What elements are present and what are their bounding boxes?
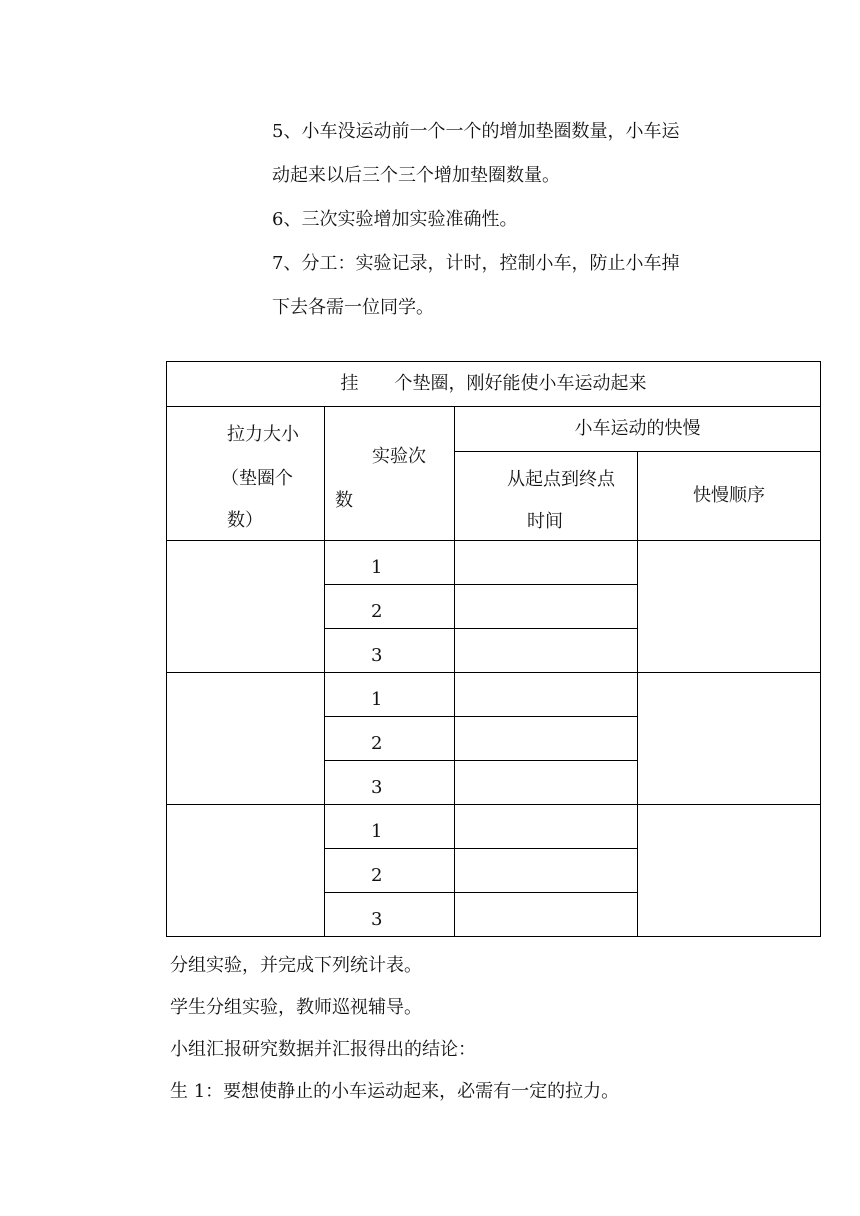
time-cell[interactable] (455, 849, 638, 893)
speed-order-cell[interactable] (638, 805, 821, 937)
time-cell[interactable] (455, 673, 638, 717)
paragraph-line: 动起来以后三个三个增加垫圈数量。 (272, 165, 560, 186)
paragraph-line: 生 1：要想使静止的小车运动起来，必需有一定的拉力。 (170, 1081, 620, 1102)
paragraph-line: 学生分组实验，教师巡视辅导。 (170, 997, 422, 1018)
time-cell[interactable] (455, 893, 638, 937)
table-row (167, 673, 821, 717)
time-cell[interactable] (455, 717, 638, 761)
speed-order-cell[interactable] (638, 541, 821, 673)
trial-number: 2 (325, 717, 455, 761)
paragraph-line: 分组实验，并完成下列统计表。 (170, 955, 422, 976)
pull-force-cell[interactable] (167, 805, 325, 937)
paragraph-line: 6、三次实验增加实验准确性。 (272, 209, 518, 230)
header-line: 数 (335, 490, 353, 511)
time-cell[interactable] (455, 585, 638, 629)
time-cell[interactable] (455, 629, 638, 673)
table-row (167, 541, 821, 585)
trial-number: 3 (325, 761, 455, 805)
header-line: 从起点到终点 (507, 469, 615, 490)
trial-number: 1 (325, 805, 455, 849)
header-line: （垫圈个 (221, 468, 293, 489)
header-line: 时间 (527, 511, 563, 532)
time-cell[interactable] (455, 761, 638, 805)
trial-count-header (325, 407, 455, 541)
table-row (167, 805, 821, 849)
paragraph-line: 小组汇报研究数据并汇报得出的结论： (170, 1039, 476, 1060)
header-line: 实验次 (372, 446, 426, 467)
trial-number: 3 (325, 629, 455, 673)
pull-force-cell[interactable] (167, 673, 325, 805)
pull-force-cell[interactable] (167, 541, 325, 673)
trial-number: 3 (325, 893, 455, 937)
trial-number: 1 (325, 673, 455, 717)
speed-order-cell[interactable] (638, 673, 821, 805)
header-line: 拉力大小 (227, 424, 299, 445)
paragraph-line: 5、小车没运动前一个一个的增加垫圈数量，小车运 (272, 121, 680, 142)
car-speed-header: 小车运动的快慢 (455, 407, 821, 452)
time-cell[interactable] (455, 805, 638, 849)
trial-number: 1 (325, 541, 455, 585)
trial-number: 2 (325, 585, 455, 629)
paragraph-line: 下去各需一位同学。 (272, 297, 434, 318)
paragraph-line: 7、分工：实验记录，计时，控制小车，防止小车掉 (272, 253, 680, 274)
pull-force-header (167, 407, 325, 541)
speed-order-header: 快慢顺序 (638, 452, 821, 541)
table-title (167, 362, 821, 407)
table-title-suffix: 个垫圈，刚好能使小车运动起来 (394, 373, 647, 394)
trial-number: 2 (325, 849, 455, 893)
time-cell[interactable] (455, 541, 638, 585)
experiment-table (166, 361, 821, 937)
table-title-prefix: 挂 (340, 373, 359, 394)
header-line: 数） (227, 510, 263, 531)
time-header (455, 452, 638, 541)
